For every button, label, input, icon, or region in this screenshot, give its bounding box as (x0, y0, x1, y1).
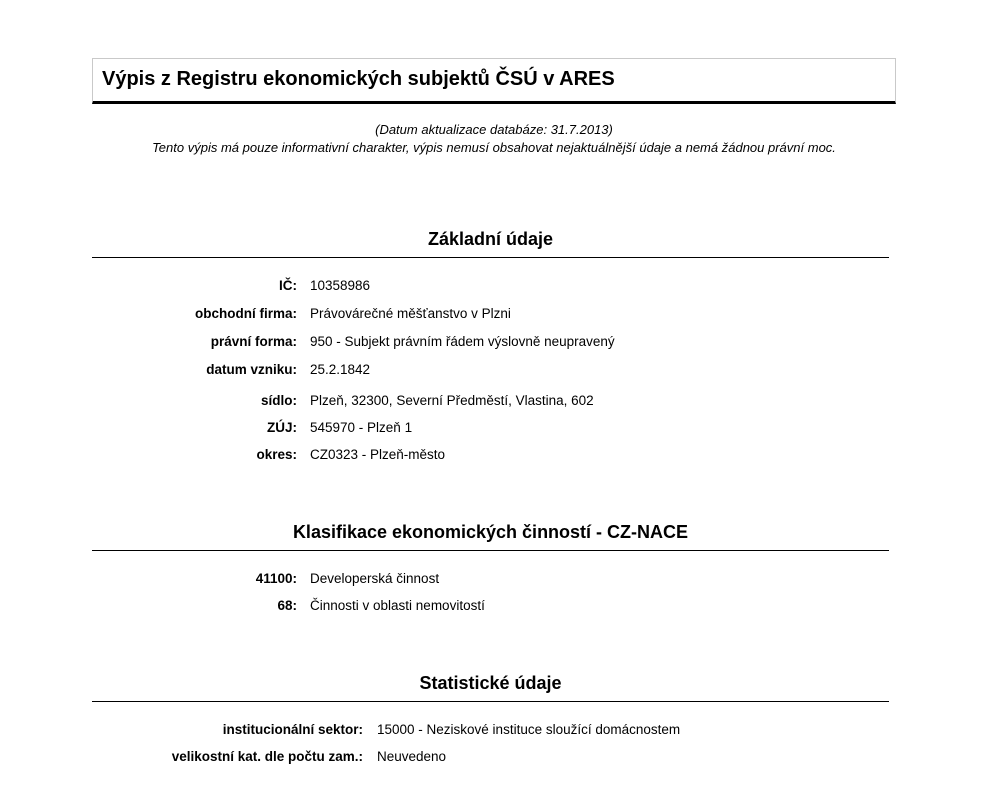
ares-extract-page (92, 58, 896, 770)
field-value-nace-68: Činnosti v oblasti nemovitostí (310, 598, 485, 613)
update-note: (Datum aktualizace databáze: 31.7.2013) (375, 122, 613, 137)
field-value-velikostni-kategorie: Neuvedeno (377, 749, 447, 764)
field-value-datum-vzniku: 25.2.1842 (310, 362, 371, 377)
section-heading-zakladni-udaje: Základní údaje (92, 229, 889, 258)
field-label-pravni-forma: právní forma: (210, 334, 297, 349)
row-velikostni-kategorie (92, 743, 896, 770)
section-heading-statisticke-udaje: Statistické údaje (92, 673, 889, 702)
field-label-okres: okres: (256, 447, 297, 462)
nace-table (92, 565, 896, 619)
field-value-pravni-forma: 950 - Subjekt právním řádem výslovně neupravený (310, 334, 615, 349)
field-value-nace-41100: Developerská činnost (310, 571, 440, 586)
field-value-obchodni-firma: Právovárečné měšťanstvo v Plzni (310, 306, 511, 321)
row-obchodni-firma (92, 300, 896, 328)
field-label-institucionalni-sektor: institucionální sektor: (222, 722, 363, 737)
section-heading-cz-nace: Klasifikace ekonomických činností - CZ-NACE (92, 522, 889, 551)
page-title-box (92, 58, 896, 104)
row-datum-vzniku (92, 356, 896, 384)
field-value-sidlo: Plzeň, 32300, Severní Předměstí, Vlastina, 602 (310, 393, 594, 408)
address-group (92, 387, 896, 468)
field-label-ic: IČ: (279, 278, 297, 293)
row-nace-68 (92, 592, 896, 619)
stats-table (92, 716, 896, 770)
field-label-zuj: ZÚJ: (267, 420, 297, 435)
field-label-obchodni-firma: obchodní firma: (195, 306, 297, 321)
row-institucionalni-sektor (92, 716, 896, 743)
row-ic (92, 272, 896, 300)
row-pravni-forma (92, 328, 896, 356)
field-label-velikostni-kategorie: velikostní kat. dle počtu zam.: (171, 749, 363, 764)
row-nace-41100 (92, 565, 896, 592)
field-value-ic: 10358986 (310, 278, 371, 293)
row-zuj (92, 414, 896, 441)
field-label-sidlo: sídlo: (261, 393, 297, 408)
field-label-datum-vzniku: datum vzniku: (206, 362, 297, 377)
row-okres (92, 441, 896, 468)
field-label-nace-41100: 41100: (255, 571, 297, 586)
disclaimer-note: Tento výpis má pouze informativní charakter, výpis nemusí obsahovat nejaktuálnější údaje a nemá žádnou právní moc. (152, 140, 836, 155)
page-title: Výpis z Registru ekonomických subjektů ČSÚ v ARES (102, 68, 615, 90)
basic-data-table (92, 272, 896, 468)
field-value-institucionalni-sektor: 15000 - Neziskové instituce sloužící domácnostem (377, 722, 681, 737)
field-value-zuj: 545970 - Plzeň 1 (310, 420, 413, 435)
row-sidlo (92, 387, 896, 414)
field-label-nace-68: 68: (277, 598, 297, 613)
field-value-okres: CZ0323 - Plzeň-město (310, 447, 446, 462)
